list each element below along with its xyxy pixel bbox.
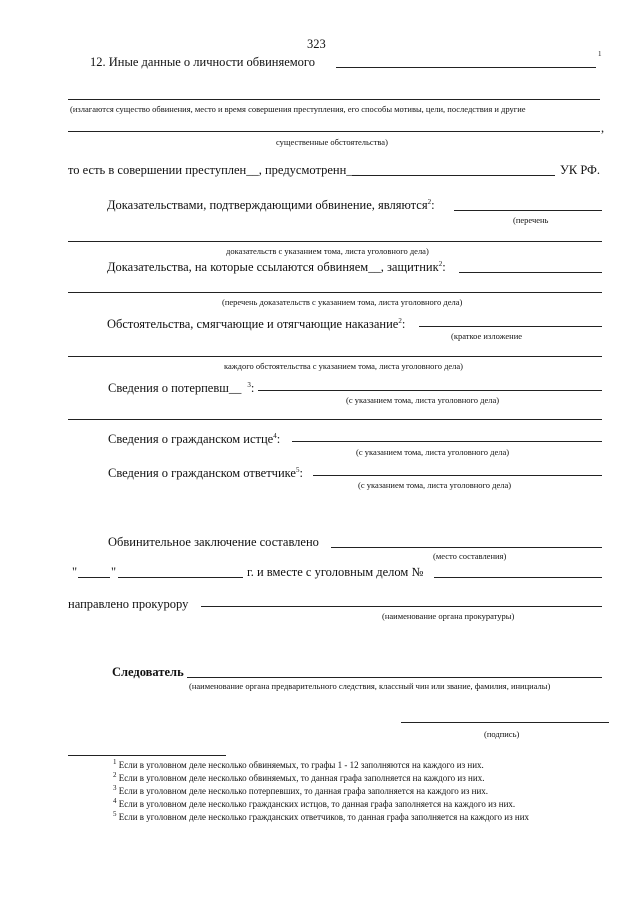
section-12-hint-1: (излагаются существо обвинения, место и время совершения преступления, его способы мотивы, цели, последствия и другие xyxy=(70,104,526,114)
defense-evidence-field[interactable] xyxy=(459,272,602,273)
section-12-comma: , xyxy=(601,121,605,135)
defense-evidence-hint: (перечень доказательств с указанием тома, листа уголовного дела) xyxy=(222,297,463,307)
prosecutor-label: направлено прокурору xyxy=(68,597,189,611)
circumstances-label: Обстоятельства, смягчающие и отягчающие наказание$^2$: xyxy=(107,316,406,331)
date-row-text: г. и вместе с уголовным делом № xyxy=(247,565,424,579)
crime-prefix: то есть в совершении преступлен__, предусмотренн__ xyxy=(68,163,359,177)
section-12-footnote-mark: 1 xyxy=(598,50,602,58)
footnote-2: $^2$ Если в уголовном деле несколько обвиняемых, то данная графа заполняется на каждого из них. xyxy=(113,771,485,783)
investigator-field[interactable] xyxy=(187,677,602,678)
signature-hint: (подпись) xyxy=(484,729,520,739)
circumstances-hint-a: (краткое изложение xyxy=(451,331,523,341)
section-12-hint-2: существенные обстоятельства) xyxy=(276,137,388,147)
date-month-field[interactable] xyxy=(118,577,243,578)
date-quote-close: " xyxy=(111,565,117,579)
section-12-field-3[interactable] xyxy=(68,131,600,132)
victim-field-2[interactable] xyxy=(68,419,602,420)
victim-label: Сведения о потерпевш__ $^3$: xyxy=(108,380,255,395)
civil-plaintiff-hint: (с указанием тома, листа уголовного дела) xyxy=(356,447,510,457)
civil-plaintiff-label: Сведения о гражданском истце$^4$: xyxy=(108,431,281,446)
defense-evidence-label: Доказательства, на которые ссылаются обвиняем__, защитник$^2$: xyxy=(107,259,446,274)
crime-article-field[interactable] xyxy=(352,175,555,176)
footnotes-divider xyxy=(68,755,226,756)
evidence-field[interactable] xyxy=(454,210,602,211)
prosecutor-hint: (наименование органа прокуратуры) xyxy=(382,611,515,621)
circumstances-field-2[interactable] xyxy=(68,356,602,357)
footnote-1: $^1$ Если в уголовном деле несколько обвиняемых, то графы 1 - 12 заполняются на каждого из них. xyxy=(113,758,484,770)
section-12-field-2[interactable] xyxy=(68,99,600,100)
conclusion-label: Обвинительное заключение составлено xyxy=(108,535,319,549)
signature-field[interactable] xyxy=(401,722,609,723)
evidence-hint-a: (перечень xyxy=(513,215,549,225)
circumstances-field[interactable] xyxy=(419,326,602,327)
circumstances-hint-b: каждого обстоятельства с указанием тома, листа уголовного дела) xyxy=(224,361,464,371)
date-day-field[interactable] xyxy=(78,577,110,578)
civil-defendant-hint: (с указанием тома, листа уголовного дела) xyxy=(358,480,512,490)
investigator-label: Следователь xyxy=(112,665,184,679)
civil-plaintiff-field[interactable] xyxy=(292,441,602,442)
crime-suffix: УК РФ. xyxy=(560,163,601,177)
footnote-4: $^4$ Если в уголовном деле несколько гражданских истцов, то данная графа заполняется на каждого из них. xyxy=(113,797,516,809)
conclusion-place-field[interactable] xyxy=(331,547,602,548)
evidence-label: Доказательствами, подтверждающими обвинение, являются$^2$: xyxy=(107,197,435,212)
conclusion-hint: (место составления) xyxy=(433,551,507,561)
victim-field[interactable] xyxy=(258,390,602,391)
case-number-field[interactable] xyxy=(434,577,602,578)
section-12-field[interactable] xyxy=(336,67,596,68)
evidence-hint-b: доказательств с указанием тома, листа уголовного дела) xyxy=(226,246,429,256)
victim-hint: (с указанием тома, листа уголовного дела) xyxy=(346,395,500,405)
defense-evidence-field-2[interactable] xyxy=(68,292,602,293)
date-quote-open: " xyxy=(72,565,78,579)
page-number: 323 xyxy=(307,37,326,51)
footnote-5: $^5$ Если в уголовном деле несколько гражданских ответчиков, то данная графа заполняется на каждого из них xyxy=(113,810,530,822)
civil-defendant-label: Сведения о гражданском ответчике$^5$: xyxy=(108,465,303,480)
civil-defendant-field[interactable] xyxy=(313,475,602,476)
evidence-field-2[interactable] xyxy=(68,241,602,242)
footnote-3: $^3$ Если в уголовном деле несколько потерпевших, то данная графа заполняется на каждого из них. xyxy=(113,784,489,796)
section-12-label: 12. Иные данные о личности обвиняемого xyxy=(90,55,315,69)
prosecutor-field[interactable] xyxy=(201,606,602,607)
investigator-hint: (наименование органа предварительного следствия, классный чин или звание, фамилия, инициалы) xyxy=(189,681,551,691)
